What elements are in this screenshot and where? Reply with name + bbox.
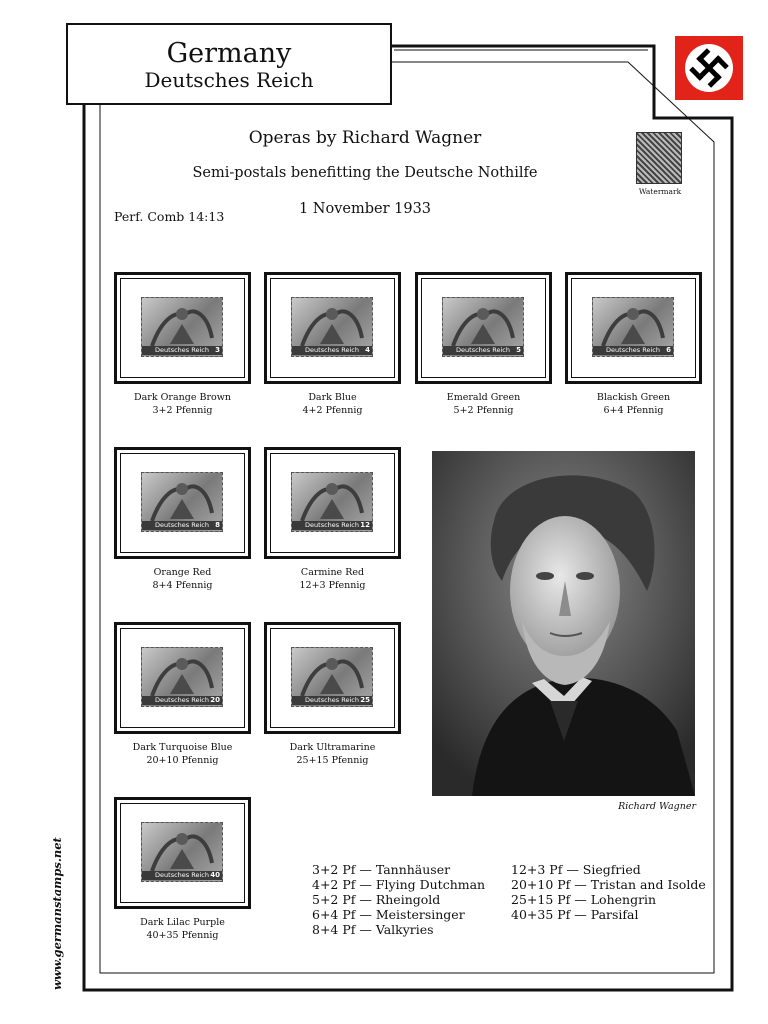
website-url: www.germanstamps.net (50, 837, 64, 990)
stamp-caption (264, 392, 401, 417)
stamp-caption (114, 917, 251, 942)
stamp-image (442, 297, 524, 357)
stamp-mount (114, 272, 251, 384)
stamp-inscription: Deutsches Reich (142, 871, 222, 880)
stamp-mount (264, 447, 401, 559)
list-item: 40+35 Pf — Parsifal (511, 907, 639, 922)
stamp-color: Dark Ultramarine (289, 742, 376, 753)
portrait-caption: Richard Wagner (618, 801, 696, 812)
stamp-color: Dark Blue (308, 392, 357, 403)
stamp-value-right: 8 (215, 521, 220, 529)
stamp-image (291, 647, 373, 707)
list-item: 5+2 Pf — Rheingold (312, 892, 441, 907)
stamp-color: Dark Lilac Purple (140, 917, 225, 928)
perforation-label: Perf. Comb 14:13 (114, 209, 225, 224)
stamp-denomination: 6+4 Pfennig (603, 404, 664, 416)
stamp-mount (114, 797, 251, 909)
stamp-color: Carmine Red (300, 567, 365, 578)
stamp-color: Emerald Green (446, 392, 521, 403)
list-item: 3+2 Pf — Tannhäuser (312, 862, 451, 877)
stamp-denomination: 3+2 Pfennig (152, 404, 213, 416)
list-item: 20+10 Pf — Tristan and Isolde (511, 877, 706, 892)
stamp-mount (114, 622, 251, 734)
stamp-mount (565, 272, 702, 384)
list-item: 4+2 Pf — Flying Dutchman (312, 877, 486, 892)
stamp-mount (415, 272, 552, 384)
stamp-caption (114, 567, 251, 592)
stamp-inscription: Deutsches Reich (142, 696, 222, 705)
stamp-color: Blackish Green (596, 392, 671, 403)
stamp-image (141, 647, 223, 707)
stamp-value-right: 6 (666, 346, 671, 354)
stamp-inscription: Deutsches Reich (142, 521, 222, 530)
list-item: 8+4 Pf — Valkyries (312, 922, 434, 937)
stamp-image (291, 297, 373, 357)
stamp-image (141, 297, 223, 357)
opera-list-left (312, 862, 485, 937)
stamp-mount (264, 272, 401, 384)
stamp-caption (415, 392, 552, 417)
stamp-caption (565, 392, 702, 417)
watermark-label: Watermark (638, 187, 682, 196)
stamp-color: Dark Orange Brown (134, 392, 231, 403)
stamp-denomination: 20+10 Pfennig (146, 754, 219, 766)
stamp-value-right: 40 (210, 871, 220, 879)
issue-date: 1 November 1933 (298, 201, 432, 217)
stamp-inscription: Deutsches Reich (142, 346, 222, 355)
series-heading: Operas by Richard Wagner (248, 128, 482, 148)
stamp-denomination: 12+3 Pfennig (299, 579, 366, 591)
stamp-image (141, 472, 223, 532)
stamp-image (592, 297, 674, 357)
stamp-caption (264, 742, 401, 767)
stamp-caption (114, 392, 251, 417)
stamp-value-right: 5 (516, 346, 521, 354)
stamp-image (141, 822, 223, 882)
stamp-inscription: Deutsches Reich (292, 346, 372, 355)
stamp-color: Dark Turquoise Blue (132, 742, 233, 753)
stamp-inscription: Deutsches Reich (593, 346, 673, 355)
title-box (66, 23, 392, 105)
stamp-denomination: 5+2 Pfennig (453, 404, 514, 416)
stamp-value-right: 20 (210, 696, 220, 704)
list-item: 6+4 Pf — Meistersinger (312, 907, 465, 922)
stamp-value-right: 4 (365, 346, 370, 354)
purpose-heading: Semi-postals benefitting the Deutsche Nothilfe (192, 165, 538, 181)
list-item: 25+15 Pf — Lohengrin (511, 892, 657, 907)
stamp-denomination: 4+2 Pfennig (302, 404, 363, 416)
stamp-inscription: Deutsches Reich (443, 346, 523, 355)
stamp-denomination: 40+35 Pfennig (146, 929, 219, 941)
stamp-value-right: 12 (360, 521, 370, 529)
stamp-denomination: 25+15 Pfennig (296, 754, 369, 766)
stamp-image (291, 472, 373, 532)
stamp-value-right: 25 (360, 696, 370, 704)
richard-wagner-portrait (432, 451, 695, 796)
stamp-color: Orange Red (153, 567, 212, 578)
stamp-caption (114, 742, 251, 767)
stamp-inscription: Deutsches Reich (292, 521, 372, 530)
page-subtitle: Deutsches Reich (144, 68, 314, 92)
stamp-inscription: Deutsches Reich (292, 696, 372, 705)
stamp-value-right: 3 (215, 346, 220, 354)
stamp-mount (114, 447, 251, 559)
watermark-swastika-pattern-icon (636, 132, 682, 184)
swastika-flag-icon (675, 36, 743, 100)
page-title: Germany (166, 38, 292, 69)
stamp-mount (264, 622, 401, 734)
opera-list-right (511, 862, 706, 922)
stamp-denomination: 8+4 Pfennig (152, 579, 213, 591)
stamp-caption (264, 567, 401, 592)
list-item: 12+3 Pf — Siegfried (511, 862, 641, 877)
